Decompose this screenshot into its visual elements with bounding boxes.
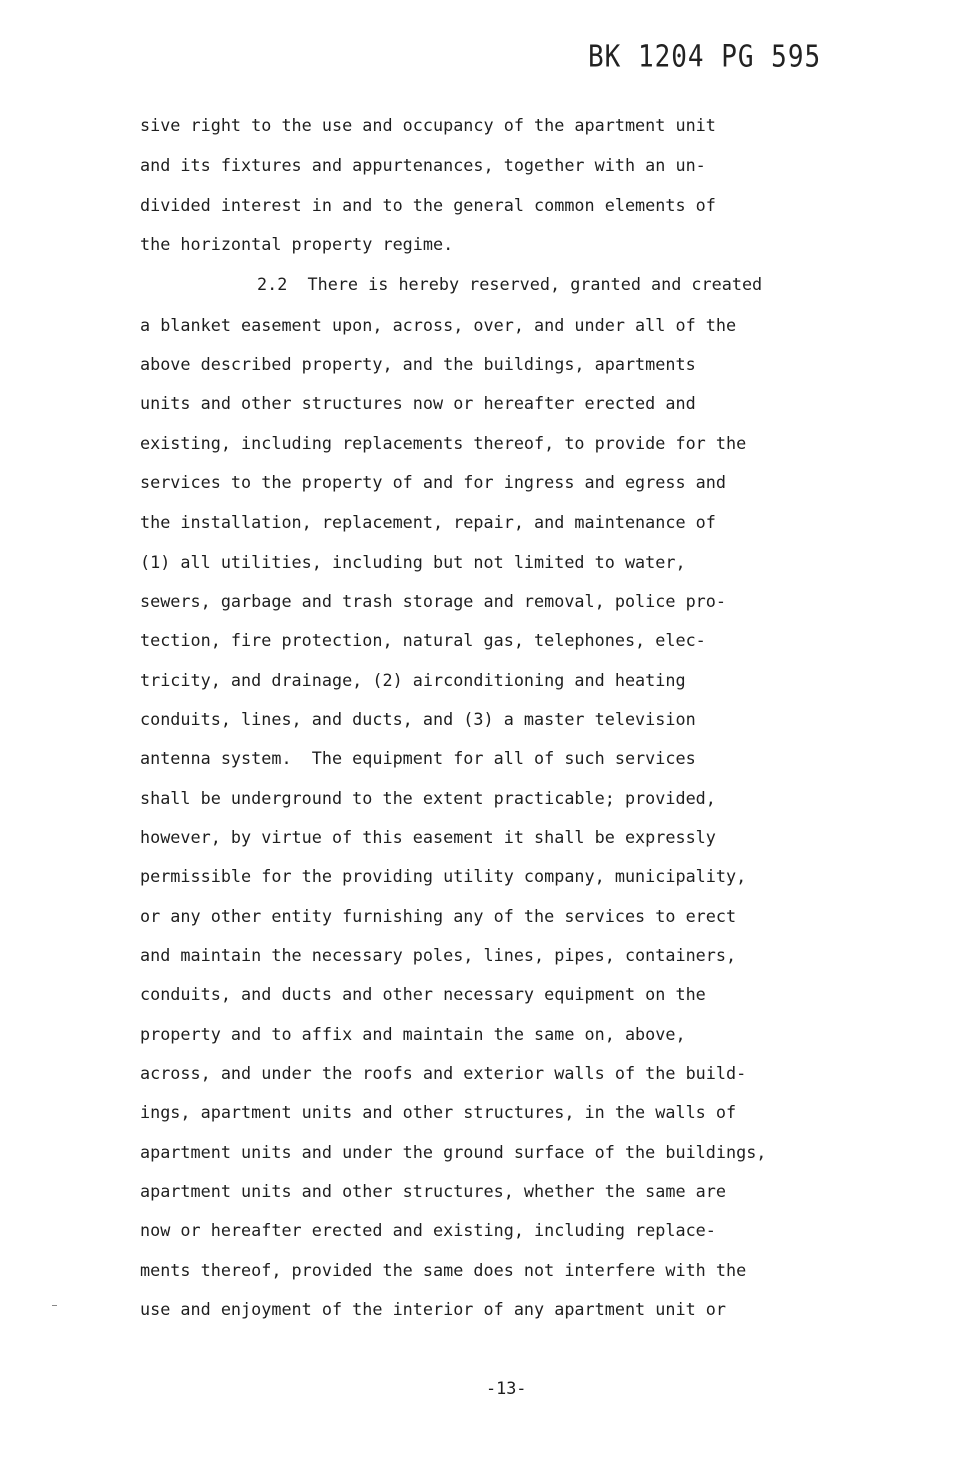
text-line: shall be underground to the extent practicable; provided,	[140, 788, 716, 808]
text-line: however, by virtue of this easement it shall be expressly	[140, 827, 716, 847]
text-line: property and to affix and maintain the same on, above,	[140, 1024, 686, 1044]
text-line: use and enjoyment of the interior of any apartment unit or	[140, 1299, 726, 1319]
text-line: units and other structures now or hereafter erected and	[140, 393, 696, 413]
text-line: conduits, lines, and ducts, and (3) a master television	[140, 709, 696, 729]
text-line: a blanket easement upon, across, over, and under all of the	[140, 315, 737, 335]
text-line: services to the property of and for ingress and egress and	[140, 472, 726, 492]
text-line: across, and under the roofs and exterior walls of the build-	[140, 1063, 747, 1083]
text-line: apartment units and under the ground surface of the buildings,	[140, 1142, 767, 1162]
text-line: permissible for the providing utility company, municipality,	[140, 866, 747, 886]
page-number: -13-	[486, 1378, 527, 1398]
text-line: and its fixtures and appurtenances, together with an un-	[140, 155, 706, 175]
scan-speck	[52, 1305, 57, 1306]
text-line: or any other entity furnishing any of the services to erect	[140, 906, 737, 926]
text-line: (1) all utilities, including but not limited to water,	[140, 552, 686, 572]
text-line: ings, apartment units and other structures, in the walls of	[140, 1102, 737, 1122]
text-line: the horizontal property regime.	[140, 234, 454, 254]
text-line: antenna system. The equipment for all of such services	[140, 748, 696, 768]
text-line: divided interest in and to the general common elements of	[140, 195, 716, 215]
text-line: the installation, replacement, repair, and maintenance of	[140, 512, 716, 532]
text-line: and maintain the necessary poles, lines, pipes, containers,	[140, 945, 737, 965]
text-line: sewers, garbage and trash storage and removal, police pro-	[140, 591, 726, 611]
text-line: apartment units and other structures, whether the same are	[140, 1181, 726, 1201]
book-page-stamp: BK 1204 PG 595	[588, 40, 822, 75]
text-line: existing, including replacements thereof, to provide for the	[140, 433, 747, 453]
text-line: now or hereafter erected and existing, including replace-	[140, 1220, 716, 1240]
text-line: tricity, and drainage, (2) airconditioning and heating	[140, 670, 686, 690]
text-line: 2.2 There is hereby reserved, granted and created	[257, 274, 763, 294]
text-line: sive right to the use and occupancy of the apartment unit	[140, 115, 716, 135]
text-line: tection, fire protection, natural gas, telephones, elec-	[140, 630, 706, 650]
text-line: above described property, and the buildings, apartments	[140, 354, 696, 374]
text-line: conduits, and ducts and other necessary equipment on the	[140, 984, 706, 1004]
text-line: ments thereof, provided the same does not interfere with the	[140, 1260, 747, 1280]
